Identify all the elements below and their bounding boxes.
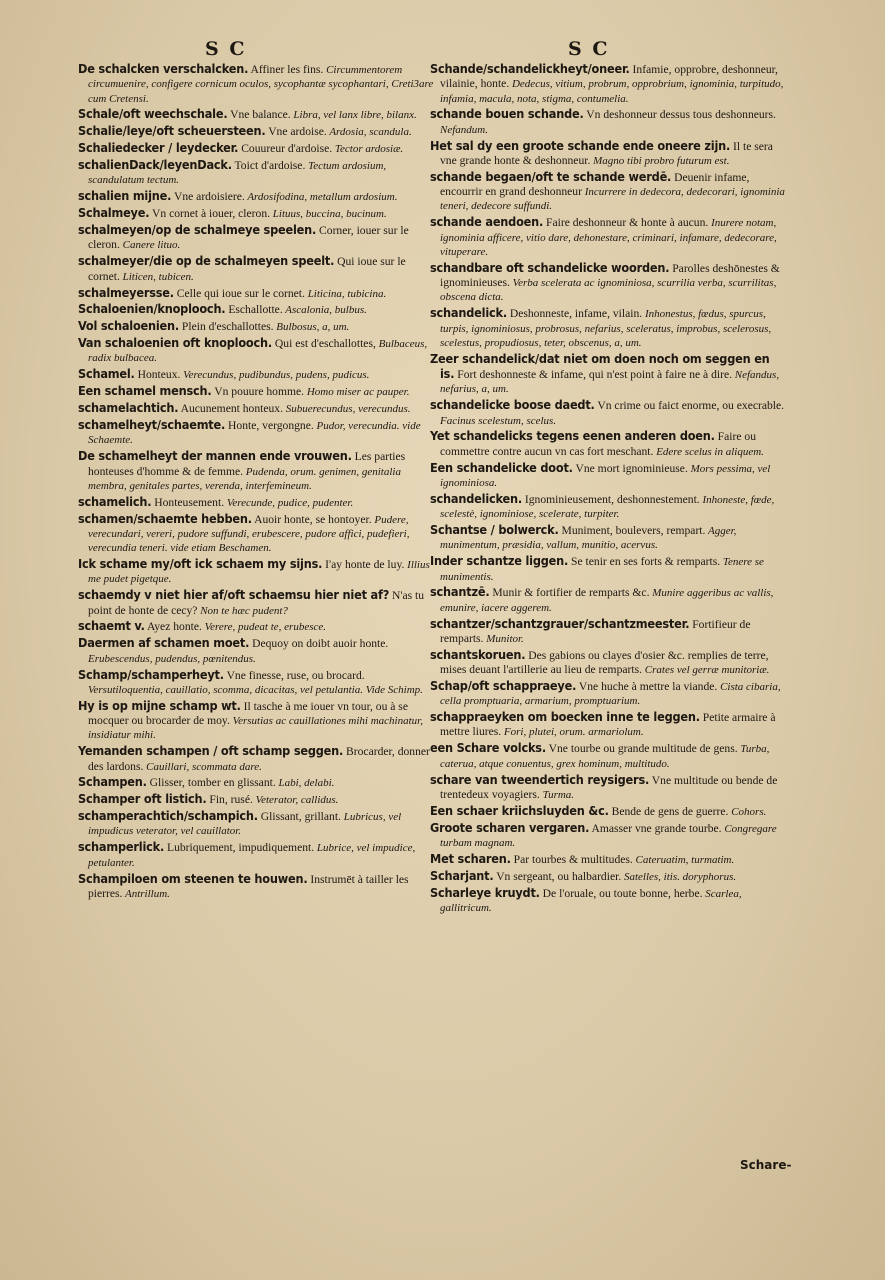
- headword: schantskoruen.: [430, 646, 526, 662]
- dictionary-entry: [430, 139, 786, 169]
- latin-gloss: Fori, plutei, orum. armariolum.: [501, 726, 644, 739]
- french-gloss: Vn deshonneur dessus tous deshonneurs.: [583, 108, 776, 122]
- dictionary-entry: [78, 699, 434, 743]
- latin-gloss: Cohors.: [728, 805, 767, 818]
- french-gloss: Glisser, tomber en glissant.: [146, 776, 276, 790]
- latin-gloss: Antrillum.: [122, 887, 170, 900]
- latin-gloss: Munitor.: [483, 632, 524, 645]
- french-gloss: Aucunement honteux.: [178, 402, 284, 416]
- headword: schamperlick.: [78, 839, 165, 855]
- dictionary-entry: [78, 449, 434, 493]
- headword: schalmeyersse.: [78, 284, 174, 300]
- headword: Een schaer kriichsluyden &c.: [430, 802, 609, 818]
- french-gloss: Honteusement.: [151, 495, 225, 509]
- headword: schandelicken.: [430, 490, 522, 506]
- dictionary-entry: [430, 852, 786, 867]
- headword: schandelicke boose daedt.: [430, 397, 595, 413]
- dictionary-entry: [78, 286, 434, 301]
- latin-gloss: Cista cibaria, cella promptuaria, armarium, promptuarium.: [440, 680, 781, 708]
- latin-gloss: Liticen, tubicen.: [119, 270, 194, 283]
- dictionary-entry: [78, 124, 434, 139]
- left-column: [78, 62, 434, 903]
- latin-gloss: Agger, munimentum, præsidia, vallum, munitio, acervus.: [440, 525, 737, 552]
- headword: schaemt v.: [78, 618, 145, 634]
- french-gloss: Vne huche à mettre la viande.: [576, 679, 718, 693]
- dictionary-entry: [430, 461, 786, 491]
- headword: schappraeyken om boecken inne te leggen.: [430, 709, 700, 725]
- latin-gloss: Tectum ardosium, scandulatum tectum.: [88, 160, 387, 187]
- headword: Schampen.: [78, 774, 147, 790]
- headword: schandelick.: [430, 305, 507, 321]
- french-gloss: Celle qui ioue sur le cornet.: [173, 286, 305, 300]
- headword: Schalmeye.: [78, 205, 150, 221]
- french-gloss: Munir & fortifier de remparts &c.: [489, 586, 650, 600]
- latin-gloss: Ardosia, scandula.: [326, 126, 412, 139]
- right-column: [430, 62, 786, 917]
- headword: schamen/schaemte hebben.: [78, 510, 252, 526]
- latin-gloss: Illius me pudet pigetque.: [88, 559, 430, 586]
- headword: Schalie/leye/oft scheuersteen.: [78, 123, 266, 139]
- dictionary-entry: [78, 302, 434, 317]
- latin-gloss: Scarlea, gallitricum.: [440, 887, 742, 914]
- running-head-left: S C: [205, 38, 247, 60]
- dictionary-entry: [430, 617, 786, 647]
- dictionary-entry: [430, 773, 786, 803]
- french-gloss: Faire deshonneur & honte à aucun.: [543, 216, 709, 230]
- latin-gloss: Versutias ac cauillationes mihi machinatur, insidiatur mihi.: [88, 715, 423, 742]
- headword: Inder schantze liggen.: [430, 553, 569, 569]
- headword: schamperachtich/schampich.: [78, 808, 258, 824]
- dictionary-entry: [78, 775, 434, 790]
- dictionary-entry: [78, 189, 434, 204]
- french-gloss: Vne ardoisiere.: [171, 190, 245, 204]
- latin-gloss: Lituus, buccina, bucinum.: [270, 208, 387, 221]
- latin-gloss: Erubescendus, pudendus, pœnitendus.: [88, 652, 256, 665]
- latin-gloss: Ardosifodina, metallum ardosium.: [244, 191, 398, 204]
- dictionary-entry: [78, 384, 434, 399]
- latin-gloss: Inhoneste, fœde, scelestè, ignominiose, scelerate, turpiter.: [440, 493, 775, 521]
- headword: Schampiloen om steenen te houwen.: [78, 870, 308, 886]
- headword: Yemanden schampen / oft schamp seggen.: [78, 743, 344, 759]
- latin-gloss: Bulbosus, a, um.: [273, 321, 350, 334]
- headword: schantzē.: [430, 584, 490, 600]
- dictionary-entry: [430, 710, 786, 740]
- headword: Schaliedecker / leydecker.: [78, 140, 239, 156]
- dictionary-entry: [78, 223, 434, 253]
- latin-gloss: Circummentorem circumuenire, configere cornicum oculos, sycophantæ sycophantari, Creti3are cum Cretensi.: [88, 64, 434, 105]
- dictionary-entry: [430, 554, 786, 584]
- headword: schantzer/schantzgrauer/schantzmeester.: [430, 615, 690, 631]
- french-gloss: Vn cornet à iouer, cleron.: [149, 207, 271, 221]
- latin-gloss: Satelles, itis. doryphorus.: [621, 870, 737, 883]
- latin-gloss: Lubricus, vel impudicus veterator, vel cauillator.: [88, 811, 402, 838]
- french-gloss: Lubriquement, impudiquement.: [164, 841, 315, 855]
- french-gloss: Instrumēt à tailler les pierres.: [88, 872, 409, 900]
- latin-gloss: Verecundus, pudibundus, pudens, pudicus.: [180, 369, 370, 382]
- dictionary-entry: [78, 401, 434, 416]
- latin-gloss: Veterator, callidus.: [252, 794, 339, 807]
- dictionary-entry: [78, 141, 434, 156]
- latin-gloss: Tenere se munimentis.: [440, 556, 764, 583]
- latin-gloss: Dedecus, vitium, probrum, opprobrium, ignominia, turpitudo, infamia, macula, nota, stigma, contumelia.: [440, 78, 784, 105]
- headword: schalmeyen/op de schalmeye speelen.: [78, 222, 317, 238]
- headword: schamelich.: [78, 493, 152, 509]
- french-gloss: Par tourbes & multitudes.: [510, 852, 633, 866]
- french-gloss: Brocarder, donner des lardons.: [88, 745, 430, 773]
- dictionary-entry: [430, 62, 786, 106]
- latin-gloss: Pudenda, orum. genimen, genitalia membra, genitales partes, verenda, interfemineum.: [88, 465, 401, 492]
- headword: Schap/oft schappraeye.: [430, 677, 577, 693]
- latin-gloss: Lubrice, vel impudice, petulanter.: [88, 842, 416, 869]
- french-gloss: Glissant, grillant.: [257, 810, 341, 824]
- dictionary-entry: [78, 158, 434, 188]
- dictionary-entry: [78, 107, 434, 122]
- headword: Vol schaloenien.: [78, 318, 180, 334]
- french-gloss: De l'oruale, ou toute bonne, herbe.: [539, 886, 703, 900]
- headword: Scharjant.: [430, 867, 494, 883]
- french-gloss: Il te sera vne grande honte & deshonneur.: [440, 139, 773, 167]
- dictionary-entry: [430, 741, 786, 771]
- dictionary-entry: [78, 495, 434, 510]
- headword: schalienDack/leyenDack.: [78, 157, 232, 173]
- latin-gloss: Subuerecundus, verecundus.: [283, 403, 411, 416]
- french-gloss: Affiner les fins.: [248, 63, 324, 76]
- dictionary-entry: [430, 523, 786, 553]
- dictionary-entry: [430, 648, 786, 678]
- headword: Van schaloenien oft knoplooch.: [78, 335, 273, 351]
- headword: Schamp/schamperheyt.: [78, 666, 224, 682]
- headword: schare van tweendertich reysigers.: [430, 771, 650, 787]
- dictionary-entry: [430, 107, 786, 137]
- french-gloss: Vne mort ignominieuse.: [572, 461, 688, 475]
- french-gloss: Bende de gens de guerre.: [608, 804, 729, 818]
- latin-gloss: Labi, delabi.: [275, 777, 335, 790]
- french-gloss: Toict d'ardoise.: [231, 159, 306, 173]
- headword: De schamelheyt der mannen ende vrouwen.: [78, 448, 352, 464]
- dictionary-entry: [430, 585, 786, 615]
- headword: Groote scharen vergaren.: [430, 819, 590, 835]
- headword: Hy is op mijne schamp wt.: [78, 697, 241, 713]
- dictionary-entry: [430, 886, 786, 916]
- headword: schalien mijne.: [78, 188, 172, 204]
- dictionary-entry: [430, 804, 786, 819]
- latin-gloss: Bulbaceus, radix bulbacea.: [88, 338, 428, 365]
- french-gloss: Honte, vergongne.: [225, 419, 314, 433]
- french-gloss: Fortifieur de remparts.: [440, 617, 751, 645]
- french-gloss: Fort deshonneste & infame, qui n'est point à faire ne à dire.: [454, 368, 733, 382]
- dictionary-entry: [78, 418, 434, 448]
- latin-gloss: Cauillari, scommata dare.: [143, 760, 262, 773]
- dictionary-entry: [430, 679, 786, 709]
- dictionary-entry: [78, 367, 434, 382]
- french-gloss: Deshonneste, infame, vilain.: [506, 307, 643, 321]
- headword: schamelheyt/schaemte.: [78, 417, 226, 433]
- headword: Schamel.: [78, 366, 135, 382]
- french-gloss: Muniment, boulevers, rempart.: [558, 524, 706, 538]
- headword: Schantse / bolwerck.: [430, 522, 559, 538]
- latin-gloss: Turma.: [539, 788, 575, 801]
- headword: Een schamel mensch.: [78, 383, 212, 399]
- headword: Ick schame my/oft ick schaem my sijns.: [78, 556, 323, 572]
- latin-gloss: Inurere notam, ignominia afficere, vitio dare, dehonestare, criminari, infamare, dedecorare, vituperare.: [440, 217, 777, 258]
- dictionary-entry: [430, 170, 786, 214]
- dictionary-entry: [78, 792, 434, 807]
- french-gloss: Qui est d'eschallottes,: [272, 337, 376, 351]
- headword: Met scharen.: [430, 850, 511, 866]
- latin-gloss: Verere, pudeat te, erubesce.: [201, 621, 327, 634]
- latin-gloss: Verba scelerata ac ignominiosa, scurrilia verba, scurrilitas, obscena dicta.: [440, 277, 777, 304]
- french-gloss: Infamie, opprobre, deshonneur, vilainie, honte.: [440, 63, 778, 91]
- french-gloss: Ignominieusement, deshonnestement.: [521, 492, 700, 506]
- latin-gloss: Nefandum.: [440, 123, 488, 136]
- french-gloss: Vne ardoise.: [265, 125, 327, 139]
- headword: Schande/schandelickheyt/oneer.: [430, 61, 630, 76]
- dictionary-entry: [78, 62, 434, 106]
- dictionary-entry: [430, 492, 786, 522]
- headword: Schamper oft listich.: [78, 791, 207, 807]
- dictionary-entry: [430, 306, 786, 350]
- headword: Het sal dy een groote schande ende oneere zijn.: [430, 137, 731, 153]
- french-gloss: Vn sergeant, ou halbardier.: [493, 869, 622, 883]
- dictionary-entry: [78, 872, 434, 902]
- latin-gloss: Congregare turbam magnam.: [440, 822, 777, 849]
- headword: schande bouen schande.: [430, 106, 584, 122]
- dictionary-entry: [78, 619, 434, 634]
- dictionary-entry: [430, 261, 786, 305]
- headword: Yet schandelicks tegens eenen anderen doen.: [430, 428, 715, 444]
- latin-gloss: Homo miser ac pauper.: [304, 386, 410, 399]
- french-gloss: Plein d'eschallottes.: [179, 320, 274, 334]
- catchword: Schare-: [740, 1158, 792, 1172]
- latin-gloss: Verecunde, pudice, pudenter.: [224, 496, 354, 509]
- dictionary-entry: [78, 557, 434, 587]
- latin-gloss: Versutiloquentia, cauillatio, scomma, dicacitas, vel petulantia. Vide Schimp.: [88, 683, 423, 696]
- french-gloss: Amasser vne grande tourbe.: [589, 821, 722, 835]
- french-gloss: Parolles deshōnestes & ignominieuses.: [440, 261, 780, 290]
- headword: Een schandelicke doot.: [430, 459, 573, 475]
- french-gloss: Couureur d'ardoise.: [238, 142, 333, 156]
- dictionary-entry: [430, 215, 786, 259]
- dictionary-entry: [78, 254, 434, 284]
- latin-gloss: Facinus scelestum, scelus.: [440, 414, 557, 427]
- dictionary-entry: [78, 636, 434, 666]
- running-head-right: S C: [568, 38, 610, 60]
- dictionary-entry: [78, 319, 434, 334]
- dictionary-entry: [78, 809, 434, 839]
- french-gloss: Vne tourbe ou grande multitude de gens.: [545, 742, 738, 756]
- french-gloss: Les parties honteuses d'homme & de femme.: [88, 450, 406, 478]
- headword: schaemdy v niet hier af/oft schaemsu hier niet af?: [78, 587, 390, 603]
- french-gloss: Deuenir infame, encourrir en grand deshonneur: [440, 170, 750, 199]
- french-gloss: Vn crime ou faict enorme, ou execrable.: [594, 399, 785, 413]
- latin-gloss: Turba, caterua, atque conuentus, grex hominum, multitudo.: [440, 743, 770, 770]
- latin-gloss: Libra, vel lanx libre, bilanx.: [290, 109, 417, 122]
- latin-gloss: Mors pessima, vel ignominiosa.: [440, 462, 771, 489]
- french-gloss: Corner, iouer sur le cleron.: [88, 224, 409, 252]
- latin-gloss: Nefandus, nefarius, a, um.: [440, 369, 780, 396]
- latin-gloss: Ascalonia, bulbus.: [282, 304, 367, 317]
- dictionary-entry: [78, 840, 434, 870]
- latin-gloss: Munire aggeribus ac vallis, emunire, iacere aggerem.: [440, 587, 774, 614]
- headword: Scharleye kruydt.: [430, 884, 540, 900]
- french-gloss: Eschallotte.: [225, 303, 283, 317]
- headword: De schalcken verschalcken.: [78, 61, 249, 76]
- french-gloss: Se tenir en ses forts & remparts.: [568, 555, 721, 569]
- french-gloss: I'ay honte de luy.: [322, 558, 405, 572]
- french-gloss: Faire ou commettre contre aucun vn cas fort meschant.: [440, 430, 756, 458]
- latin-gloss: Liticina, tubicina.: [304, 287, 387, 300]
- french-gloss: Dequoy on doibt auoir honte.: [249, 637, 389, 651]
- dictionary-entry: [78, 744, 434, 774]
- french-gloss: Honteux.: [134, 368, 181, 382]
- headword: Daermen af schamen moet.: [78, 635, 250, 651]
- french-gloss: Vne multitude ou bende de trentedeux voyagiers.: [440, 773, 778, 801]
- dictionary-entry: [430, 398, 786, 428]
- french-gloss: Vne finesse, ruse, ou brocard.: [223, 668, 365, 682]
- headword: Schale/oft weechschale.: [78, 106, 228, 122]
- latin-gloss: Cateruatim, turmatim.: [632, 853, 735, 866]
- latin-gloss: Incurrere in dedecora, dedecorari, ignominia teneri, dedecore suffundi.: [440, 186, 785, 213]
- dictionary-entry: [430, 352, 786, 397]
- dictionary-entry: [78, 336, 434, 366]
- latin-gloss: Non te hæc pudent?: [197, 604, 288, 617]
- latin-gloss: Crates vel gerræ munitoriæ.: [642, 664, 770, 677]
- french-gloss: Auoir honte, se hontoyer.: [251, 512, 372, 526]
- french-gloss: Petite armaire à mettre liures.: [440, 711, 776, 739]
- headword: Schaloenien/knoplooch.: [78, 301, 226, 317]
- dictionary-entry: [430, 821, 786, 851]
- french-gloss: Il tasche à me iouer vn tour, ou à se mocquer ou brocarder de moy.: [88, 699, 408, 728]
- dictionary-entry: [78, 588, 434, 618]
- headword: schande begaen/oft te schande werdē.: [430, 168, 672, 184]
- latin-gloss: Magno tibi probro futurum est.: [590, 154, 730, 167]
- french-gloss: Vn pouure homme.: [211, 385, 305, 399]
- headword: schandbare oft schandelicke woorden.: [430, 259, 670, 275]
- headword: schalmeyer/die op de schalmeyen speelt.: [78, 253, 335, 269]
- french-gloss: Fin, rusé.: [206, 793, 253, 807]
- latin-gloss: Tector ardosiæ.: [332, 143, 404, 156]
- dictionary-entry: [78, 512, 434, 556]
- latin-gloss: Canere lituo.: [119, 239, 181, 252]
- french-gloss: Des gabions ou clayes d'osier &c. remplies de terre, mises deuant l'artillerie au lieu de remparts.: [440, 648, 769, 677]
- dictionary-entry: [78, 668, 434, 698]
- dictionary-entry: [430, 869, 786, 884]
- dictionary-entry: [430, 429, 786, 459]
- french-gloss: N'as tu point de honte de cecy?: [88, 589, 425, 617]
- latin-gloss: Inhonestus, fœdus, spurcus, turpis, ignominiosus, probrosus, nefarius, sceleratus, improbus, scelerosus, scelestus, propudiosus, teter, obscenus, a, um.: [440, 308, 772, 349]
- latin-gloss: Edere scelus in aliquem.: [653, 445, 764, 458]
- headword: schamelachtich.: [78, 400, 179, 416]
- latin-gloss: Pudere, verecundari, vereri, pudore suffundi, erubescere, pudore affici, pudefieri, verecundia teneri. vide etiam Beschamen.: [88, 513, 410, 555]
- headword: schande aendoen.: [430, 214, 544, 230]
- headword: een Schare volcks.: [430, 740, 546, 756]
- dictionary-entry: [78, 206, 434, 221]
- headword: Zeer schandelick/dat niet om doen noch om seggen en is.: [430, 350, 770, 382]
- french-gloss: Vne balance.: [227, 108, 291, 122]
- latin-gloss: Pudor, verecundia. vide Schaemte.: [88, 420, 421, 447]
- french-gloss: Ayez honte.: [144, 620, 202, 634]
- french-gloss: Qui ioue sur le cornet.: [88, 255, 406, 283]
